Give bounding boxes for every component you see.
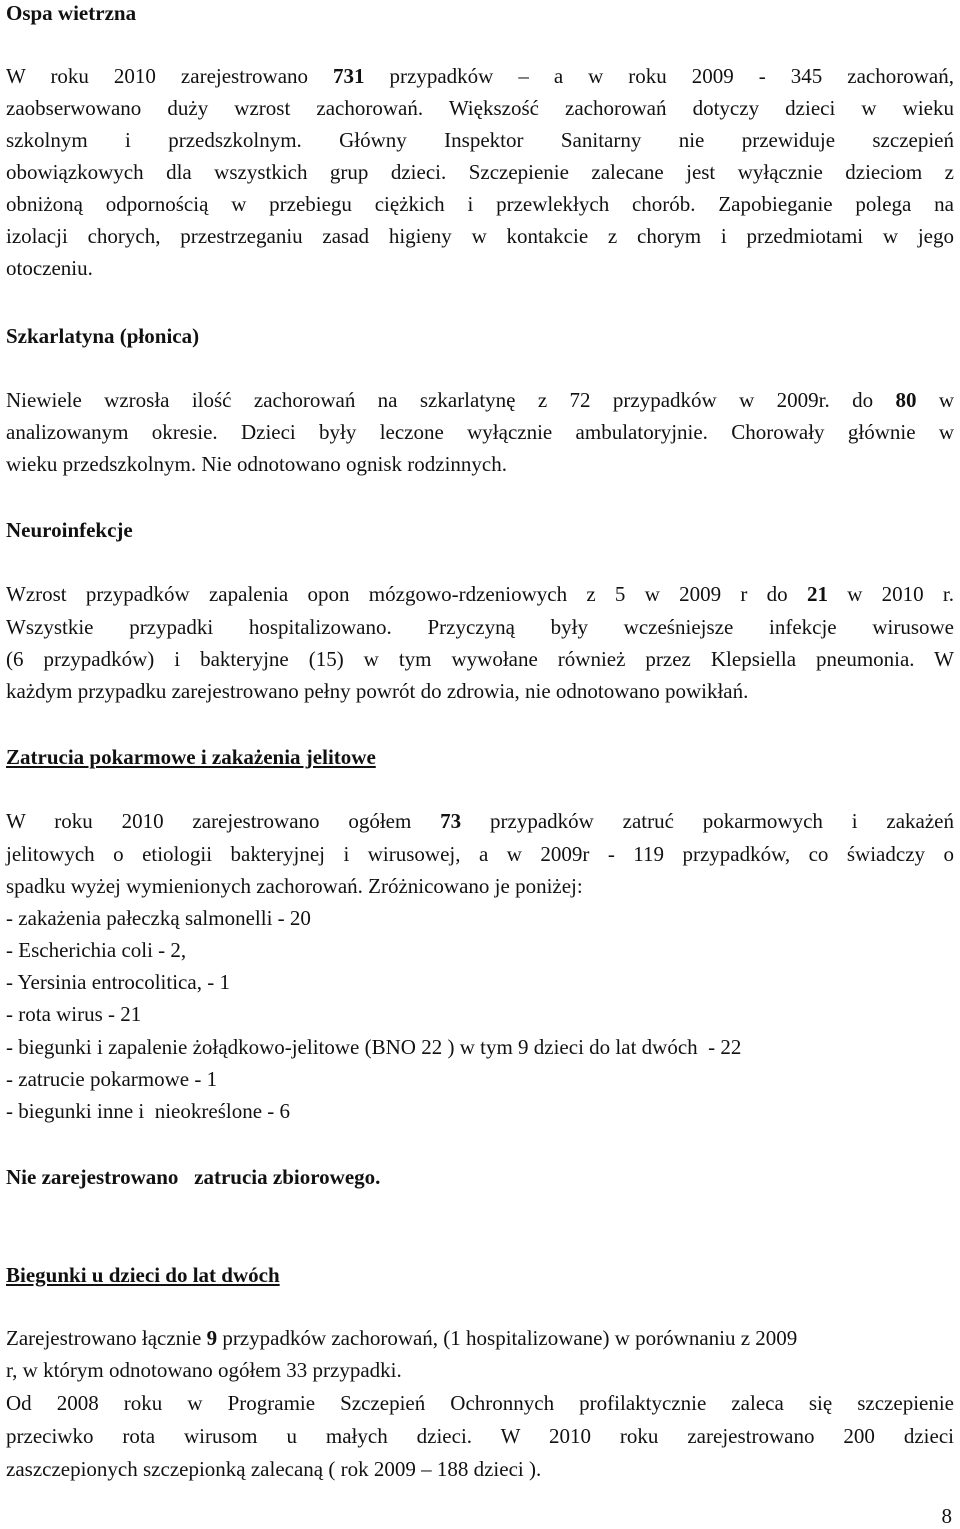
paragraph-line: szkolnym i przedszkolnym. Główny Inspektor Sanitarny nie przewiduje szczepień [6,128,954,152]
list-item: - Escherichia coli - 2, [6,938,187,962]
paragraph-line: wieku przedszkolnym. Nie odnotowano ognisk rodzinnych. [6,452,507,476]
list-item: - zatrucie pokarmowe - 1 [6,1067,218,1091]
case-count: 73 [440,809,462,833]
paragraph-line: obniżoną odpornością w przebiegu ciężkich i przewlekłych chorób. Zapobieganie polega na [6,192,954,216]
case-count: 731 [333,64,365,88]
paragraph-line: obowiązkowych dla wszystkich grup dzieci. Szczepienie zalecane jest wyłącznie dzieciom z [6,160,954,184]
paragraph-line: Wszystkie przypadki hospitalizowano. Przyczyną były wcześniejsze infekcje wirusowe [6,615,954,639]
paragraph-line [6,387,954,413]
text-span: Zarejestrowano łącznie [6,1326,207,1350]
paragraph-line: analizowanym okresie. Dzieci były leczone wyłącznie ambulatoryjnie. Chorowały głównie w [6,420,954,444]
list-item: - biegunki i zapalenie żołądkowo-jelitowe (BNO 22 ) w tym 9 dzieci do lat dwóch - 22 [6,1035,742,1059]
text-span: przypadków zachorowań, (1 hospitalizowane) w porównaniu z 2009 [217,1326,798,1350]
text-span: przypadków – a w roku 2009 - 345 zachorowań, [364,64,954,88]
text-span: przypadków zatruć pokarmowych i zakażeń [461,809,954,833]
page-number: 8 [941,1504,952,1528]
text-span: w [916,388,954,412]
paragraph-line: spadku wyżej wymienionych zachorowań. Zróżnicowano je poniżej: [6,874,583,898]
paragraph-line: otoczeniu. [6,256,93,280]
list-item: - biegunki inne i nieokreślone - 6 [6,1099,291,1123]
text-span: w 2010 r. [827,582,954,606]
paragraph-line: zaobserwowano duży wzrost zachorowań. Większość zachorowań dotyczy dzieci w wieku [6,96,954,120]
case-count: 80 [895,388,917,412]
paragraph-line: zaszczepionych szczepionką zalecaną ( rok 2009 – 188 dzieci ). [6,1457,542,1481]
paragraph-line [6,808,954,834]
section-heading-neuro: Neuroinfekcje [6,518,133,542]
section-heading-ospa: Ospa wietrzna [6,1,137,25]
text-span: Niewiele wzrosła ilość zachorowań na szkarlatynę z 72 przypadków w 2009r. do [6,388,896,412]
list-item: - zakażenia pałeczką salmonelli - 20 [6,906,311,930]
case-count: 21 [806,582,828,606]
paragraph-line: (6 przypadków) i bakteryjne (15) w tym wywołane również przez Klepsiella pneumonia. W [6,647,954,671]
list-item: - rota wirus - 21 [6,1002,142,1026]
section-heading-biegunki: Biegunki u dzieci do lat dwóch [6,1263,280,1287]
paragraph-line [6,63,954,89]
summary-note: Nie zarejestrowano zatrucia zbiorowego. [6,1165,381,1189]
paragraph-line [6,581,954,607]
paragraph-line [6,1325,954,1351]
text-span: W roku 2010 zarejestrowano ogółem [6,809,441,833]
case-count: 9 [206,1326,218,1350]
paragraph-line: izolacji chorych, przestrzeganiu zasad higieny w kontakcie z chorym i przedmiotami w jego [6,224,954,248]
paragraph-line: r, w którym odnotowano ogółem 33 przypadki. [6,1358,402,1382]
text-span: W roku 2010 zarejestrowano [6,64,334,88]
paragraph-line: przeciwko rota wirusom u małych dzieci. W 2010 roku zarejestrowano 200 dzieci [6,1424,954,1448]
text-span: Wzrost przypadków zapalenia opon mózgowo-rdzeniowych z 5 w 2009 r do [6,582,807,606]
list-item: - Yersinia entrocolitica, - 1 [6,970,230,994]
paragraph-line: jelitowych o etiologii bakteryjnej i wirusowej, a w 2009r - 119 przypadków, co świadczy o [6,842,954,866]
paragraph-line: Od 2008 roku w Programie Szczepień Ochronnych profilaktycznie zaleca się szczepienie [6,1391,954,1415]
section-heading-zatrucia: Zatrucia pokarmowe i zakażenia jelitowe [6,745,376,769]
section-heading-szkarlatyna: Szkarlatyna (płonica) [6,324,200,348]
paragraph-line: każdym przypadku zarejestrowano pełny powrót do zdrowia, nie odnotowano powikłań. [6,679,749,703]
